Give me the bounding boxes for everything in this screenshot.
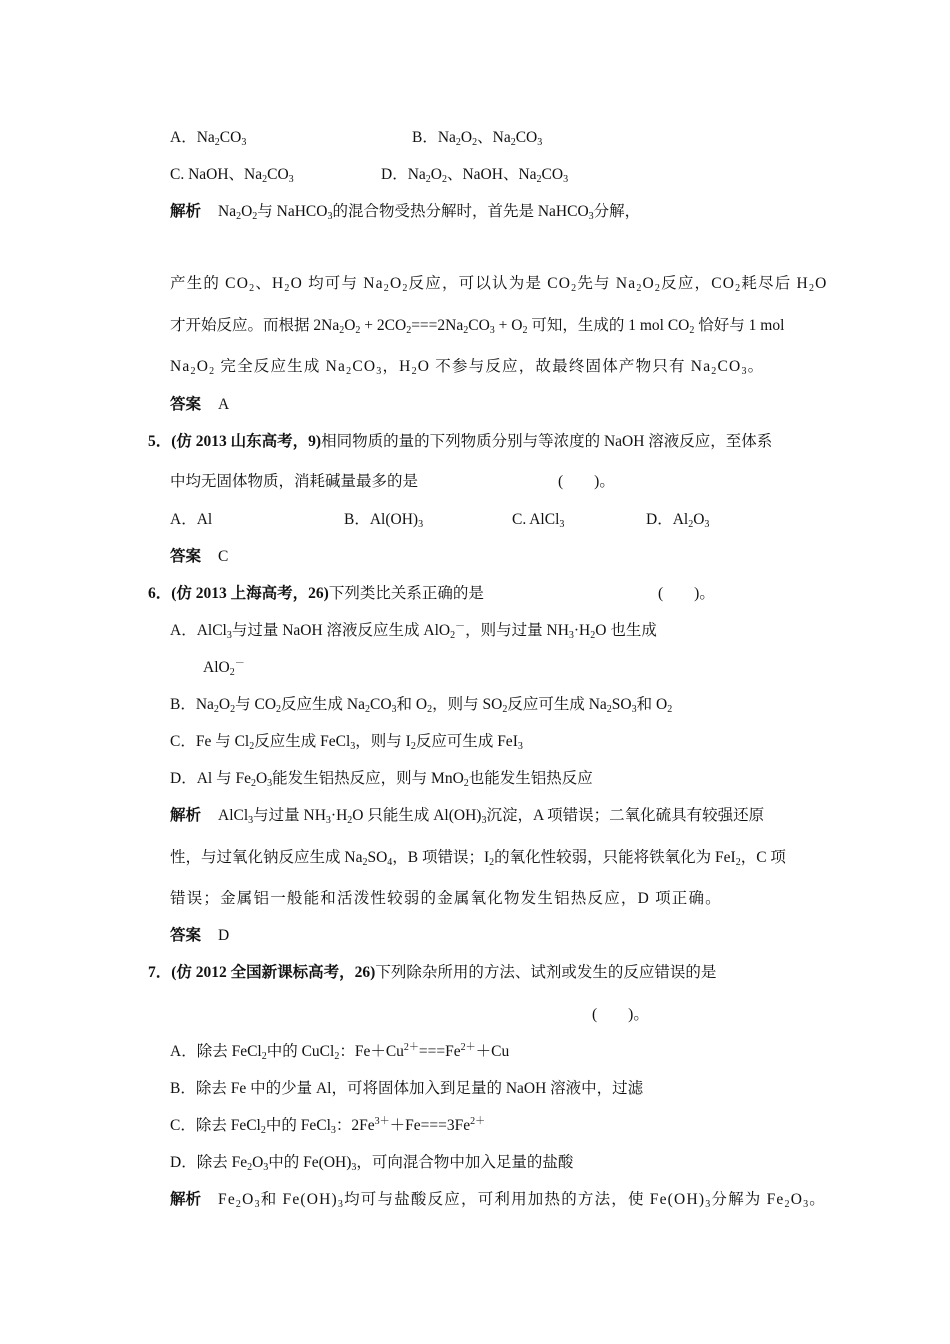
q4-analysis-label: 解析 xyxy=(170,203,202,220)
q6-analysis-line-3: 错误；金属铝一般能和活泼性较弱的金属氧化物发生铝热反应，D 项正确。 xyxy=(170,890,722,907)
q7-option-d: D．除去 $Fe_2O_3$中的 $Fe(OH)_3$，可向混合物中加入足量的盐酸 xyxy=(170,1154,574,1173)
q5-option-a: A．Al xyxy=(170,511,213,528)
q4-analysis-line-1: $Na_2O_2$与 NaHCO$_3$的混合物受热分解时，首先是 NaHCO$_3$分解， xyxy=(218,203,641,222)
q4-analysis-line-3: 才开始反应。而根据 $2Na_2O_2 + 2CO_2===2Na_2CO_3 + O_2$ 可知，生成的 1 mol $CO_2$ 恰好与 1 mol xyxy=(170,317,785,336)
q4-answer: A xyxy=(218,396,230,413)
q6-analysis-line-2: 性，与过氧化钠反应生成 $Na_2SO_4$，B 项错误；$I_2$的氧化性较弱，只能将铁氧化为 FeI$_2$，C 项 xyxy=(170,849,786,868)
q7-option-c: C．除去 FeCl$_2$中的 FeCl$_3$：$2Fe^{3+}+Fe===3Fe^{2+}$ xyxy=(170,1116,486,1136)
q7-option-a: A．除去 FeCl$_2$中的 CuCl$_2$：$Fe+Cu^{2+}===Fe^{2+}+Cu$ xyxy=(170,1042,510,1062)
q7-analysis-label: 解析 xyxy=(170,1191,202,1208)
q6-stem-text: 下列类比关系正确的是 xyxy=(328,585,484,602)
q6-analysis-label: 解析 xyxy=(170,807,202,824)
q4-option-d: D．$Na_2O_2$、NaOH、$Na_2CO_3$ xyxy=(381,166,569,185)
q5-answer: C xyxy=(218,548,229,565)
q6-answer-label: 答案 xyxy=(170,927,202,944)
q6-answer: D xyxy=(218,927,230,944)
q5-option-c: C. AlCl$_3$ xyxy=(512,511,565,530)
q5-option-d: D．$Al_2O_3$ xyxy=(646,511,710,530)
q5-stem xyxy=(148,432,772,452)
q7-stem-label: 7．(仿 2012 全国新课标高考，26) xyxy=(148,964,376,981)
q7-stem-text: 下列除杂所用的方法、试剂或发生的反应错误的是 xyxy=(375,964,717,981)
q5-answer-blank: ( )。 xyxy=(558,473,615,490)
q6-option-b: B．$Na_2O_2$与 $CO_2$反应生成 $Na_2CO_3$和 $O_2$，则与 $SO_2$反应可生成 $Na_2SO_3$和 $O_2$ xyxy=(170,696,673,715)
q5-answer-label: 答案 xyxy=(170,548,202,565)
q5-stem-text: 相同物质的量的下列物质分别与等浓度的 NaOH 溶液反应，至体系 xyxy=(321,433,773,450)
q4-answer-label: 答案 xyxy=(170,396,202,413)
q4-option-c: C. NaOH、$Na_2CO_3$ xyxy=(170,166,294,185)
q5-option-b: B．$Al(OH)_3$ xyxy=(344,511,424,530)
q6-option-d: D．Al 与 $Fe_2O_3$能发生铝热反应，则与 MnO$_2$也能发生铝热反应 xyxy=(170,770,593,789)
q4-option-a: A．$Na_2CO_3$ xyxy=(170,129,247,148)
q6-option-c: C．Fe 与 $Cl_2$反应生成 FeCl$_3$，则与 $I_2$反应可生成 FeI$_3$ xyxy=(170,733,523,752)
q6-answer-blank: ( )。 xyxy=(658,585,715,602)
q7-stem xyxy=(148,963,716,983)
q7-option-b: B．除去 Fe 中的少量 Al，可将固体加入到足量的 NaOH 溶液中，过滤 xyxy=(170,1080,644,1097)
q4-analysis-line-4: $Na_2O_2$ 完全反应生成 $Na_2CO_3$，$H_2O$ 不参与反应，故最终固体产物只有 $Na_2CO_3$。 xyxy=(170,358,765,377)
q6-stem xyxy=(148,584,484,604)
q6-option-a: A．AlCl$_3$与过量 NaOH 溶液反应生成 AlO$_2$－，则与过量 $NH_3\cdot H_2O$ 也生成 xyxy=(170,621,657,641)
q6-analysis-line-1: AlCl$_3$与过量 $NH_3\cdot H_2O$ 只能生成 $Al(OH)_3$沉淀，A 项错误；二氧化硫具有较强还原 xyxy=(218,807,765,826)
q7-answer-blank: ( )。 xyxy=(592,1006,649,1023)
q5-stem-label: 5．(仿 2013 山东高考，9) xyxy=(148,433,322,450)
q4-option-b: B．$Na_2O_2$、$Na_2CO_3$ xyxy=(412,129,543,148)
q6-option-a-cont: AlO$_2$－ xyxy=(203,658,245,678)
q4-analysis-line-2: 产生的 $CO_2$、$H_2O$ 均可与 $Na_2O_2$反应，可以认为是 $CO_2$先与 $Na_2O_2$反应，$CO_2$耗尽后 $H_2O$ xyxy=(170,275,828,294)
q5-stem-line-2: 中均无固体物质，消耗碱量最多的是 xyxy=(170,473,419,490)
q7-analysis-line-1: $Fe_2O_3$和 $Fe(OH)_3$均可与盐酸反应，可利用加热的方法，使 $Fe(OH)_3$分解为 $Fe_2O_3$。 xyxy=(218,1191,826,1210)
q6-stem-label: 6．(仿 2013 上海高考，26) xyxy=(148,585,329,602)
